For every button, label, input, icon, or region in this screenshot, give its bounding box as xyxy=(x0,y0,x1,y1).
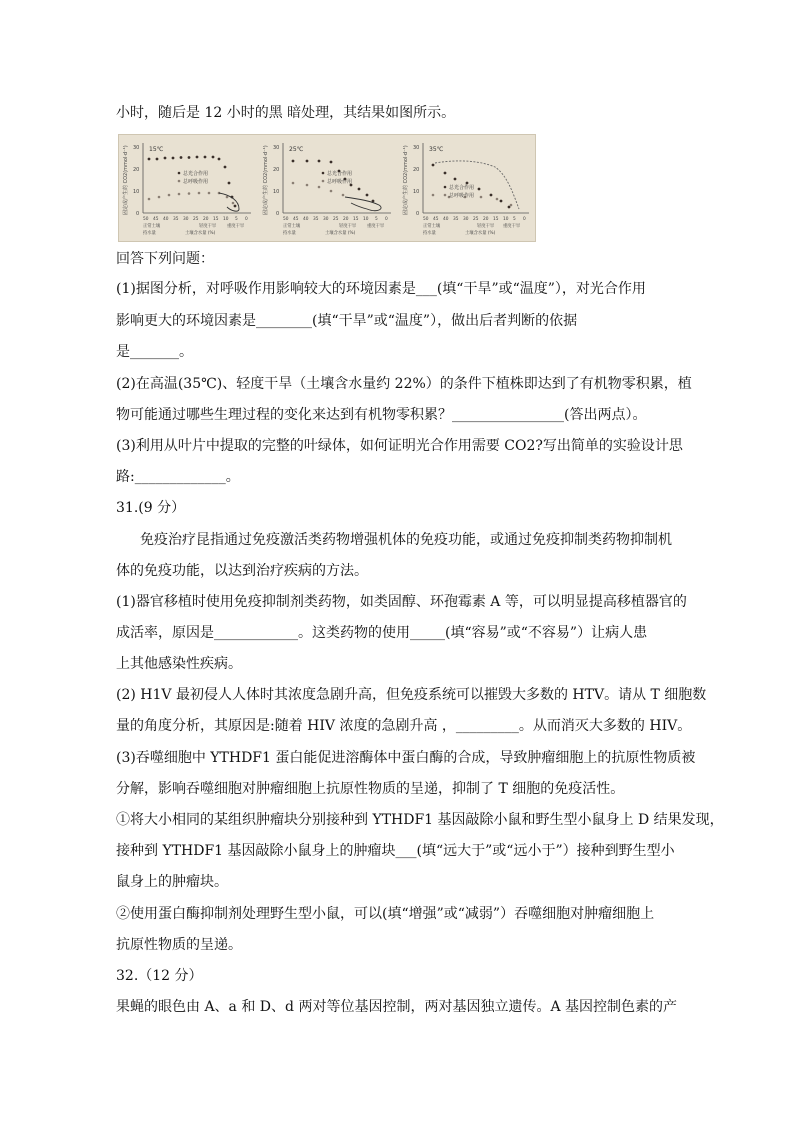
question-line: 分解，影响吞噬细胞对肿瘤细胞上抗原性物质的呈递，抑制了 T 细胞的免疫活性。 xyxy=(116,781,625,797)
y-tick: 10 xyxy=(273,189,280,195)
x-tick: 10 xyxy=(363,217,369,222)
x-category: 正常土壤 xyxy=(283,224,301,229)
paragraph-line: 免疫治疗昆指通过免疫激活类药物增强机体的免疫功能，或通过免疫抑制类药物抑制机 xyxy=(140,532,672,548)
paragraph-line: 果蝇的眼色由 A、a 和 D、d 两对等位基因控制，两对基因独立遗传。A 基因控制色素的产 xyxy=(116,999,678,1015)
x-tick: 45 xyxy=(293,217,299,222)
question-line: 鼠身上的肿瘤块。 xyxy=(116,874,228,890)
x-category: 正常土壤 xyxy=(143,224,161,229)
legend-respiration: 总呼吸作用 xyxy=(327,179,353,185)
y-tick: 30 xyxy=(133,145,140,151)
text-line: 小时，随后是 12 小时的黑 暗处理，其结果如图所示。 xyxy=(116,105,456,121)
respiration-curve xyxy=(345,197,381,211)
x-tick: 50 xyxy=(423,217,429,222)
x-tick: 0 xyxy=(523,217,526,222)
x-category: 持水量 xyxy=(283,231,296,236)
y-tick: 30 xyxy=(413,145,420,151)
legend-marker xyxy=(322,180,325,183)
x-tick: 5 xyxy=(235,217,238,222)
question-3-line: 路:_____________。 xyxy=(116,469,240,485)
respiration-curve xyxy=(435,161,519,209)
x-tick: 5 xyxy=(513,217,516,222)
legend-photosynthesis: 总光合作用 xyxy=(183,171,209,177)
x-tick: 5 xyxy=(375,217,378,222)
question-number: 31.(9 分） xyxy=(116,500,186,516)
temperature-label: 35℃ xyxy=(429,146,444,153)
chart-panel-35c xyxy=(399,135,535,241)
legend-photosynthesis: 总光合作用 xyxy=(449,185,475,191)
temperature-label: 25℃ xyxy=(289,146,304,153)
x-tick: 20 xyxy=(203,217,209,222)
question-line: (3)吞噬细胞中 YTHDF1 蛋白能促进溶酶体中蛋白酶的合成，导致肿瘤细胞上的抗原性物质被 xyxy=(116,750,696,766)
y-axis-label: 固定或产生的 CO2(mmol·d⁻¹) xyxy=(403,145,409,215)
x-tick: 40 xyxy=(443,217,449,222)
question-1-line: 是_______。 xyxy=(116,344,193,360)
question-number: 32.（12 分） xyxy=(116,968,203,984)
y-tick: 30 xyxy=(273,145,280,151)
respiration-curve xyxy=(219,193,239,211)
question-1-line: (1)据图分析，对呼吸作用影响较大的环境因素是___(填“干旱”或“温度”），对光合作用 xyxy=(116,281,646,297)
legend-respiration: 总呼吸作用 xyxy=(449,193,475,199)
y-tick: 0 xyxy=(416,211,420,217)
x-axis-label: 土壤含水量 (%) xyxy=(325,231,356,236)
legend-marker xyxy=(178,172,181,175)
x-axis-label: 土壤含水量 (%) xyxy=(465,231,496,236)
question-line: 上其他感染性疾病。 xyxy=(116,656,242,672)
x-category: 持水量 xyxy=(143,231,156,236)
x-tick: 50 xyxy=(143,217,149,222)
y-axis-label: 固定或产生的 CO2(mmol·d⁻¹) xyxy=(263,145,269,215)
question-line: ②使用蛋白酶抑制剂处理野生型小鼠，可以(填“增强”或“减弱”）吞噬细胞对肿瘤细胞上 xyxy=(116,906,655,922)
x-tick: 0 xyxy=(245,217,248,222)
x-tick: 30 xyxy=(183,217,189,222)
x-tick: 15 xyxy=(213,217,219,222)
y-tick: 0 xyxy=(136,211,140,217)
x-category: 轻度干旱 xyxy=(477,224,495,229)
chart-panel-15c xyxy=(119,135,257,241)
x-tick: 40 xyxy=(163,217,169,222)
x-tick: 15 xyxy=(353,217,359,222)
x-category: 轻度干旱 xyxy=(339,224,357,229)
x-axis-label: 土壤含水量 (%) xyxy=(185,231,216,236)
question-line: 抗原性物质的呈递。 xyxy=(116,937,242,953)
question-2-line: 物可能通过哪些生理过程的变化来达到有机物零积累？________________(答出两点）。 xyxy=(116,407,647,423)
x-category: 重度干旱 xyxy=(227,224,245,229)
legend-photosynthesis: 总光合作用 xyxy=(327,171,353,177)
legend-marker xyxy=(444,194,447,197)
x-tick: 35 xyxy=(173,217,179,222)
x-tick: 30 xyxy=(463,217,469,222)
x-category: 正常土壤 xyxy=(423,224,441,229)
y-tick: 20 xyxy=(133,167,140,173)
y-tick: 20 xyxy=(273,167,280,173)
x-tick: 10 xyxy=(503,217,509,222)
x-category: 持水量 xyxy=(423,231,436,236)
question-3-line: (3)利用从叶片中提取的完整的叶绿体，如何证明光合作用需要 CO2?写出简单的实验设计思 xyxy=(116,438,683,454)
question-line: (1)器官移植时使用免疫抑制剂类药物，如类固醇、环孢霉素 A 等，可以明显提高移植器官的 xyxy=(116,594,687,610)
x-tick: 20 xyxy=(343,217,349,222)
x-tick: 35 xyxy=(313,217,319,222)
y-axis-label: 固定或产生的 CO2(mmol·d⁻¹) xyxy=(123,145,129,215)
legend-marker xyxy=(322,172,325,175)
question-line: (2) H1V 最初侵人人体时其浓度急剧升高，但免疫系统可以摧毁大多数的 HTV。请从 T 细胞数 xyxy=(116,687,707,703)
legend-marker xyxy=(444,186,447,189)
question-2-line: (2)在高温(35℃)、轻度干旱（土壤含水量约 22%）的条件下植株即达到了有机物零积累，植 xyxy=(116,376,692,392)
x-tick: 25 xyxy=(333,217,339,222)
text-line: 回答下列问题： xyxy=(116,251,214,267)
y-tick: 20 xyxy=(413,167,420,173)
question-line: 成活率，原因是____________。这类药物的使用_____(填“容易”或“不容易”）让病人患 xyxy=(116,625,648,641)
x-category: 轻度干旱 xyxy=(199,224,217,229)
x-category: 重度干旱 xyxy=(503,224,521,229)
paragraph-line: 体的免疫功能，以达到治疗疾病的方法。 xyxy=(116,563,368,579)
legend-marker xyxy=(178,180,181,183)
temperature-label: 15℃ xyxy=(149,146,164,153)
x-tick: 30 xyxy=(323,217,329,222)
x-tick: 45 xyxy=(433,217,439,222)
question-line: 接种到 YTHDF1 基因敲除小鼠身上的肿瘤块___(填“远大于”或“远小于”）接种到野生型小 xyxy=(116,843,675,859)
x-tick: 25 xyxy=(473,217,479,222)
question-line: 量的角度分析，其原因是:随着 HIV 浓度的急剧升高 ，_________。从而消灭大多数的 HIV。 xyxy=(116,718,692,734)
x-tick: 15 xyxy=(493,217,499,222)
x-category: 重度干旱 xyxy=(367,224,385,229)
x-tick: 10 xyxy=(223,217,229,222)
x-tick: 25 xyxy=(193,217,199,222)
y-tick: 10 xyxy=(413,189,420,195)
y-tick: 0 xyxy=(276,211,280,217)
question-1-line: 影响更大的环境因素是________(填“干旱”或“温度”），做出后者判断的依据 xyxy=(116,313,578,329)
legend-respiration: 总呼吸作用 xyxy=(183,179,209,185)
y-tick: 10 xyxy=(133,189,140,195)
x-tick: 35 xyxy=(453,217,459,222)
x-tick: 20 xyxy=(483,217,489,222)
x-tick: 50 xyxy=(283,217,289,222)
x-tick: 45 xyxy=(153,217,159,222)
x-tick: 0 xyxy=(385,217,388,222)
chart-panel-25c xyxy=(259,135,397,241)
x-tick: 40 xyxy=(303,217,309,222)
experiment-figure xyxy=(118,134,536,242)
question-line: ①将大小相同的某组织肿瘤块分别接种到 YTHDF1 基因敲除小鼠和野生型小鼠身上 D 结果发现， xyxy=(116,812,724,828)
